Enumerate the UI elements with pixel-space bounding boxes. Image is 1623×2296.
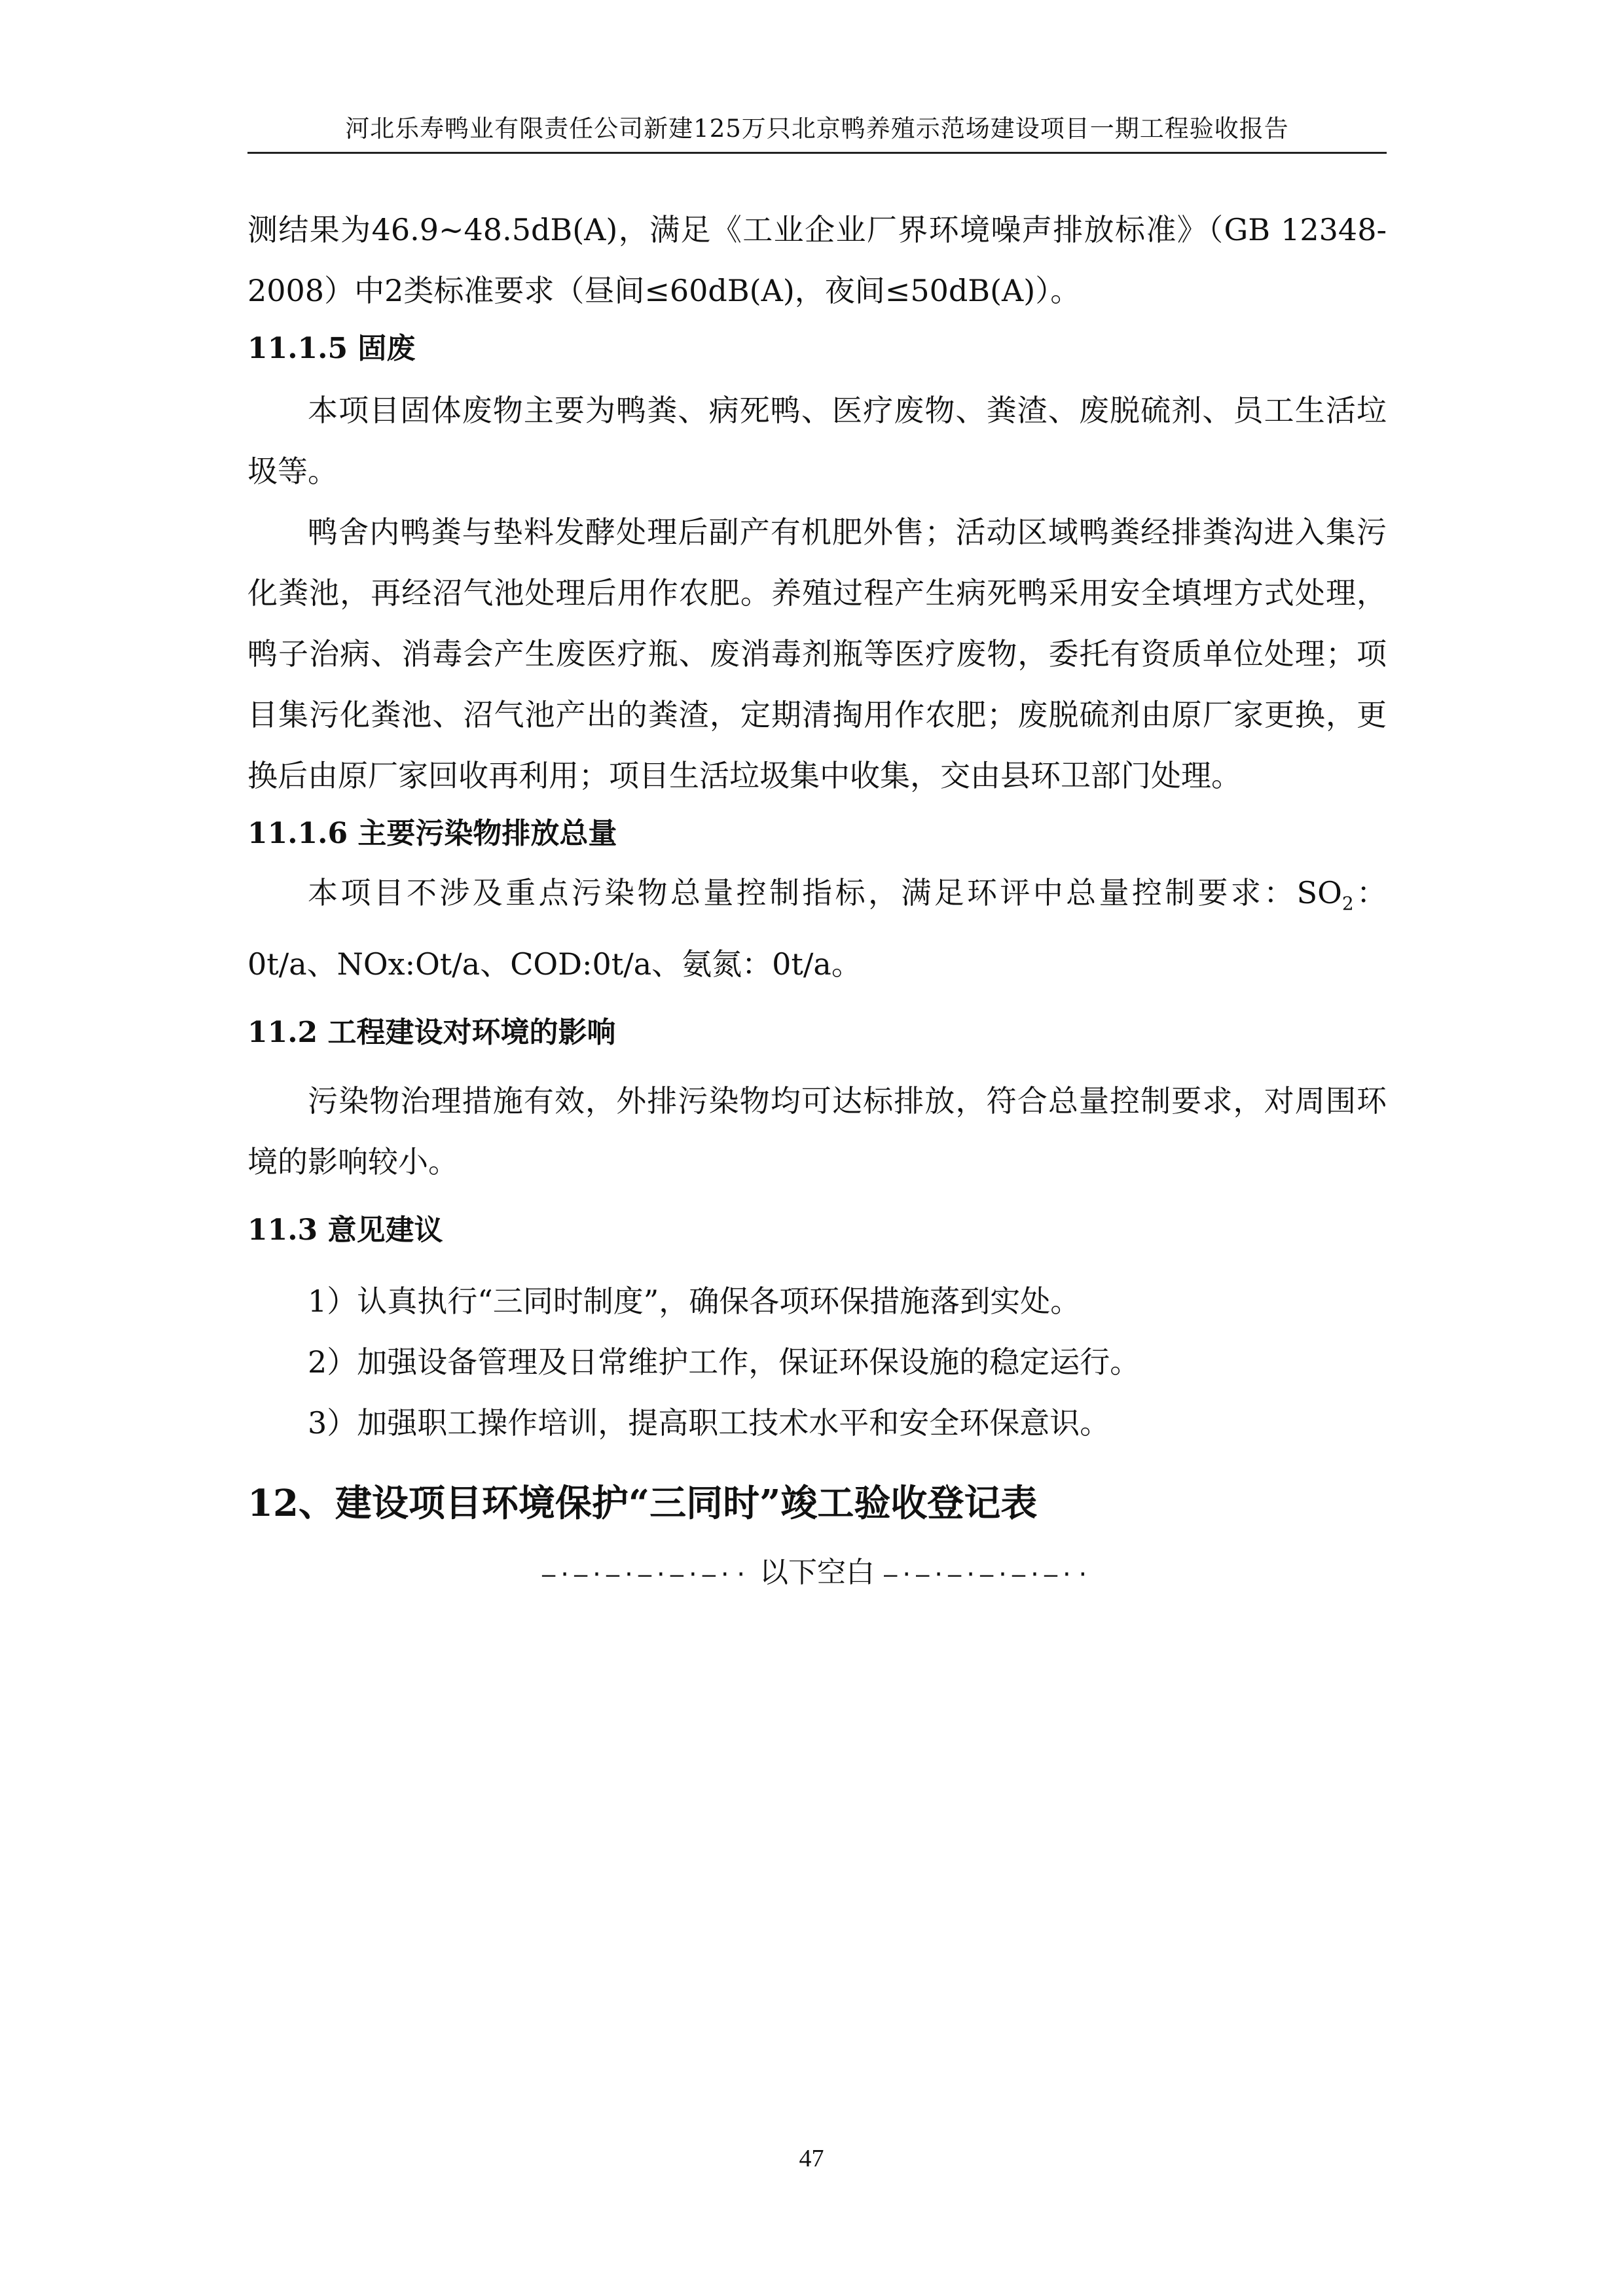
dash-line-right: –·–·–·–·–·–·· <box>884 1562 1093 1588</box>
dash-line-left: –·–·–·–·–·–·· <box>541 1562 750 1588</box>
emission-total-subscript: 2 <box>1341 893 1354 915</box>
section-11-2-heading: 11.2 工程建设对环境的影响 <box>247 1016 616 1050</box>
environment-impact-paragraph: 污染物治理措施有效，外排污染物均可达标排放，符合总量控制要求，对周围环境的影响较小。 <box>247 1083 1387 1180</box>
section-11-1-5-heading: 11.1.5 固废 <box>247 332 416 365</box>
page-number: 47 <box>799 2145 824 2172</box>
blank-below-text: 以下空白 <box>759 1556 875 1590</box>
solid-waste-paragraph-1: 本项目固体废物主要为鸭粪、病死鸭、医疗废物、粪渣、废脱硫剂、员工生活垃圾等。 <box>247 393 1387 489</box>
blank-below-marker <box>247 1547 1387 1601</box>
emission-total-text-a: 本项目不涉及重点污染物总量控制指标，满足环评中总量控制要求：SO <box>308 875 1342 910</box>
running-header: 河北乐寿鸭业有限责任公司新建125万只北京鸭养殖示范场建设项目一期工程验收报告 <box>345 115 1289 143</box>
noise-result-paragraph: 测结果为46.9~48.5dB(A)，满足《工业企业厂界环境噪声排放标准》（GB 12348-2008）中2类标准要求（昼间≤60dB(A)，夜间≤50dB(A)）。 <box>247 212 1387 308</box>
emission-total-text-b: ：0t/a、NOx:Ot/a、COD:0t/a、氨氮：0t/a。 <box>247 875 1387 982</box>
suggestion-item: 3）加强职工操作培训，提高职工技术水平和安全环保意识。 <box>308 1405 1110 1441</box>
suggestion-item: 1）认真执行“三同时制度”，确保各项环保措施落到实处。 <box>308 1283 1081 1319</box>
section-11-3-heading: 11.3 意见建议 <box>247 1213 443 1247</box>
section-11-1-6-heading: 11.1.6 主要污染物排放总量 <box>247 817 617 850</box>
solid-waste-paragraph-2: 鸭舍内鸭粪与垫料发酵处理后副产有机肥外售；活动区域鸭粪经排粪沟进入集污化粪池，再经沼气池处理后用作农肥。养殖过程产生病死鸭采用安全填埋方式处理，鸭子治病、消毒会产生废医疗瓶、废消毒剂瓶等医疗废物，委托有资质单位处理；项目集污化粪池、沼气池产出的粪渣，定期清掏用作农肥；废脱硫剂由原厂家更换，更换后由原厂家回收再利用；项目生活垃圾集中收集，交由县环卫部门处理。 <box>247 514 1387 793</box>
header-rule <box>247 152 1387 154</box>
suggestion-item: 2）加强设备管理及日常维护工作，保证环保设施的稳定运行。 <box>308 1344 1140 1380</box>
section-12-heading: 12、建设项目环境保护“三同时”竣工验收登记表 <box>247 1482 1038 1526</box>
page-content <box>247 200 1387 1601</box>
emission-total-paragraph <box>247 863 1387 995</box>
